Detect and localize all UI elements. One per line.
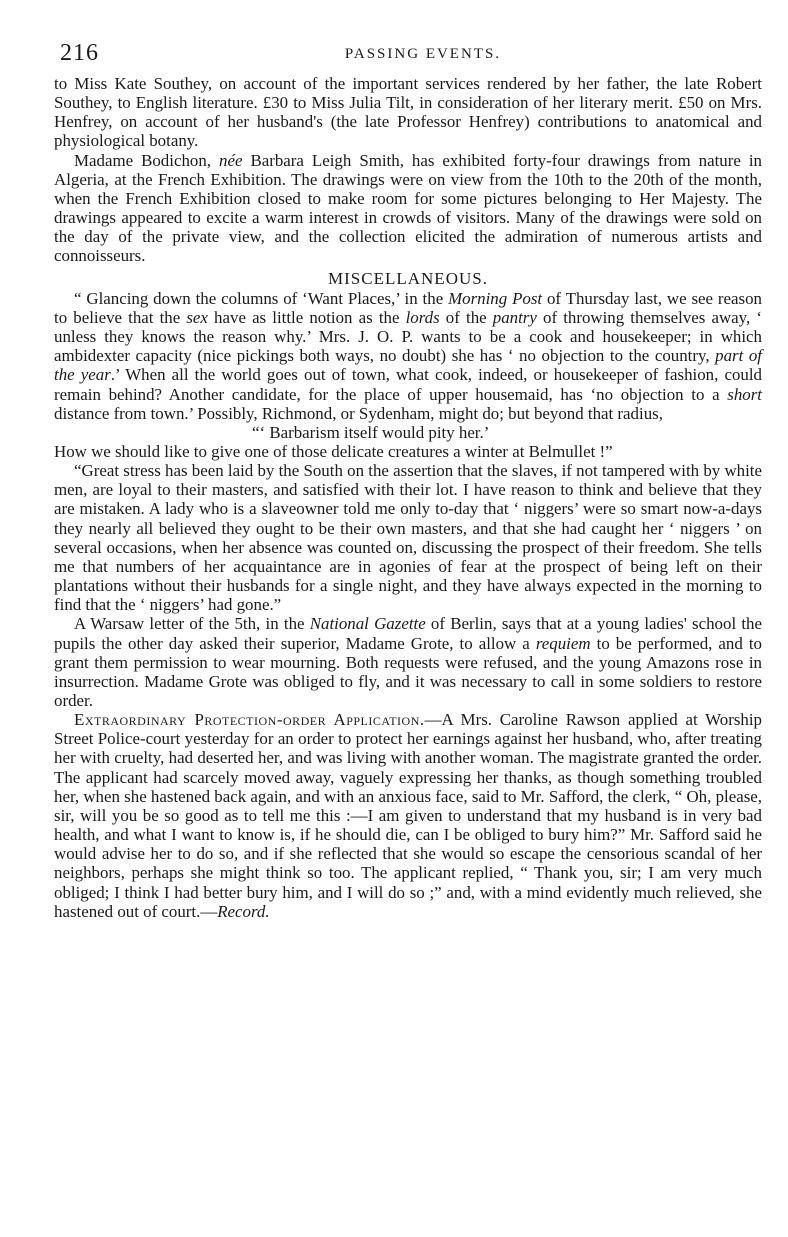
text-run: to be performed, and to grant them permission to wear mourning. Both requests were refused, and the young Amazons rose in insurrection. Madame Grote was obliged to fly, and it was necessary to call in some soldiers to restore order. — [54, 633, 762, 710]
paragraph-grants-continued: to Miss Kate Southey, on account of the important services rendered by her father, the late Robert Southey, to English literature. £30 to Miss Julia Tilt, in consideration of her literary merit. £50 on Mrs. Henfrey, on account of her husband's (the late Professor Henfrey) contributions to anatomical and physiological botany. — [54, 74, 762, 151]
text-run: “ Glancing down the columns of ‘Want Places,’ in the — [74, 288, 449, 308]
italic-run: née — [219, 150, 243, 170]
text-run: distance from town.’ Possibly, Richmond, or Sydenham, might do; but beyond that radius, — [54, 403, 663, 423]
paragraph-warsaw-letter — [54, 614, 762, 710]
paragraph-bodichon — [54, 151, 762, 266]
text-run: .’ When all the world goes out of town, what cook, indeed, or housekeeper of fashion, could remain behind? Another candidate, for the place of upper housemaid, has ‘no objection to a — [54, 365, 762, 404]
paragraph-want-places — [54, 289, 762, 423]
italic-run: Morning Post — [448, 288, 543, 308]
italic-run: National Gazette — [309, 614, 426, 634]
italic-run: lords — [405, 307, 440, 327]
text-run: of throwing themselves away, ‘ unless they knows the reason why.’ Mrs. J. O. P. wants to be a cook and housekeeper; in which ambidexter capacity (nice pickings both ways, no doubt) she has ‘ no objection to the country, — [54, 307, 762, 366]
italic-run: pantry — [492, 307, 537, 327]
source-credit: Record. — [217, 901, 270, 921]
running-title: PASSING EVENTS. — [344, 46, 502, 62]
text-run: A Warsaw letter of the 5th, in the — [74, 614, 310, 634]
text-run: of the — [439, 307, 493, 327]
italic-run: part of the year — [54, 346, 762, 385]
text-run: Barbara Leigh Smith, has exhibited forty-four drawings from nature in Algeria, at the French Exhibition. The drawings were on view from the 10th to the 20th of the month, when the French Exhibition closed to make room for some pictures belonging to Her Majesty. The drawings appeared to excite a warm interest in crowds of visitors. Many of the drawings were sold on the day of the private view, and the collection elicited the admiration of numerous artists and connoisseurs. — [54, 150, 762, 266]
italic-run: sex — [186, 307, 208, 327]
quotation-line: “‘ Barbarism itself would pity her.’ — [252, 422, 490, 442]
article-body — [54, 74, 762, 921]
text-run: have as little notion as the — [207, 307, 406, 327]
text-run: Madame Bodichon, — [74, 150, 220, 170]
paragraph-want-places-end: How we should like to give one of those delicate creatures a winter at Belmullet !” — [54, 441, 613, 461]
paragraph-protection-order — [54, 710, 762, 921]
text-run: of Thursday last, we see reason to believe that the — [54, 288, 762, 327]
text-run: of Berlin, says that at a young ladies' school the pupils the other day asked their superior, Madame Grote, to allow a — [54, 614, 762, 653]
text-run: —A Mrs. Caroline Rawson applied at Worship Street Police-court yesterday for an order to protect her earnings against her husband, who, after treating her with cruelty, had deserted her, and was living with another woman. The magistrate granted the order. The applicant had scarcely moved away, vaguely expressing her thanks, as though something troubled her, when she hastened back again, and with an anxious face, said to Mr. Safford, the clerk, “ Oh, please, sir, will you be so good as to tell me this :—I am given to understand that my husband is in very bad health, and what I want to know is, if he should die, can I be obliged to bury him?” Mr. Safford said he would advise her to do so, and if she reflected that she would so escape the censorious scandal of her neighbors, perhaps she might think so too. The applicant replied, “ Thank you, sir; I am very much obliged; I think I had better bury him, and I will do so ;” and, with a mind evidently much relieved, she hastened out of court.— — [54, 710, 762, 921]
italic-run: requiem — [535, 633, 591, 653]
running-head — [54, 40, 762, 74]
paragraph-slaves: “Great stress has been laid by the South on the assertion that the slaves, if not tampered with by white men, are loyal to their masters, and satisfied with their lot. I have reason to think and believe that they are mistaken. A lady who is a slaveowner told me only to-day that ‘ niggers’ were so smart now-a-days they nearly all believed they ought to be their own masters, and that she had caught her ‘ niggers ’ on several occasions, when her absence was counted on, discussing the prospect of their freedom. She tells me that numbers of her acquaintance are in agonies of fear at the prospect of being left on their plantations without their husbands for a single night, and they have always expected in the morning to find that the ‘ niggers’ had gone.” — [54, 461, 762, 615]
run-in-heading: Extraordinary Protection-order Application. — [74, 710, 425, 730]
italic-run: short — [727, 384, 762, 404]
page-number: 216 — [60, 40, 99, 66]
section-heading-miscellaneous: MISCELLANEOUS. — [328, 268, 488, 288]
